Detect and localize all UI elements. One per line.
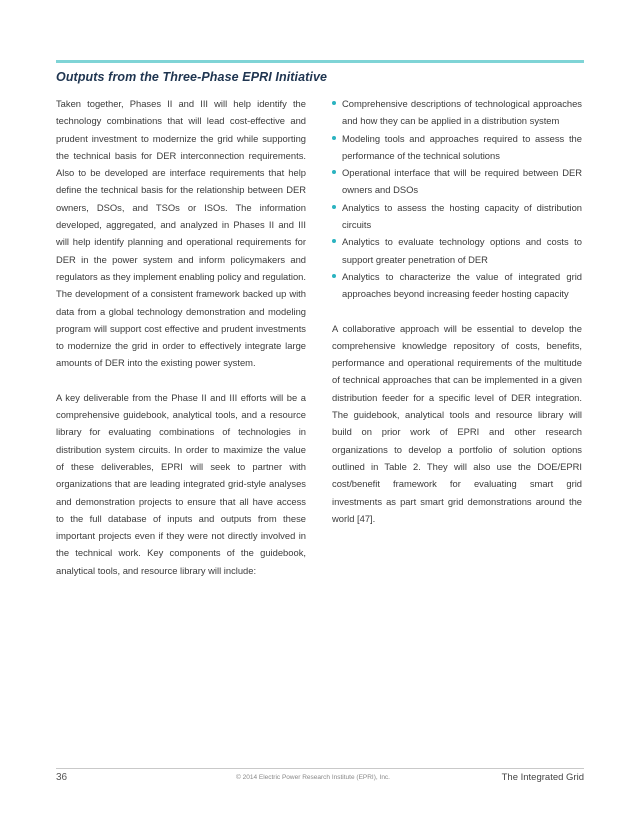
top-accent-rule xyxy=(56,60,584,63)
list-item xyxy=(332,233,582,268)
footer-rule xyxy=(56,768,584,769)
list-item xyxy=(332,268,582,303)
list-item xyxy=(332,199,582,234)
list-item-text: Analytics to assess the hosting capacity of distribution circuits xyxy=(342,201,582,231)
component-list xyxy=(332,95,582,303)
list-item-text: Analytics to evaluate technology options and costs to support greater penetration of DER xyxy=(342,236,582,265)
list-item xyxy=(332,95,582,130)
section-title: Outputs from the Three-Phase EPRI Initiative xyxy=(56,70,328,84)
body-paragraph: A key deliverable from the Phase II and III efforts will be a comprehensive guidebook, analytical tools, and a resource library for evaluating combinations of technologies in distribution system circuits. In order to maximize the value of these deliverables, EPRI will seek to partner with organizations that are leading integrated grid-style analyses and demonstration projects to ensure that all have access to the full database of inputs and outputs from these important projects even if they were not directly involved in the technical work. Key components of the guidebook, analytical tools, and resource library will include: xyxy=(56,391,306,576)
document-title: The Integrated Grid xyxy=(501,772,584,783)
copyright-notice: © 2014 Electric Power Research Institute (EPRI), Inc. xyxy=(236,774,390,781)
list-item-text: Comprehensive descriptions of technological approaches and how they can be applied in a distribution system xyxy=(342,98,582,127)
list-item-text: Modeling tools and approaches required to assess the performance of the technical solutions xyxy=(342,132,582,161)
bullet-icon xyxy=(332,205,336,209)
bullet-icon xyxy=(332,239,336,243)
bullet-icon xyxy=(332,101,336,105)
body-paragraph: Taken together, Phases II and III will help identify the technology combinations that will lead cost-effective and prudent investment to modernize the grid while supporting the technical basis for DER interconnection requirements. Also to be developed are interface requirements that help define the technical basis for the relationship between DER owners, DSOs, and TSOs or ISOs. The information developed, aggregated, and analyzed in Phases II and III will help identify planning and operational requirements for DER in the power system and inform policymakers and regulators as they implement enabling policy and regulation. The development of a consistent framework backed up with data from a global technology demonstration and modeling program will support cost effective and prudent investments to modernize the grid in order to effectively integrate large amounts of DER into the existing power system. xyxy=(56,98,306,369)
page-number: 36 xyxy=(56,772,68,783)
list-item xyxy=(332,130,582,165)
left-column xyxy=(56,95,306,596)
right-column xyxy=(332,95,582,544)
list-item xyxy=(332,164,582,199)
list-item-text: Operational interface that will be required between DER owners and DSOs xyxy=(342,167,582,196)
bullet-icon xyxy=(332,170,336,174)
list-item-text: Analytics to characterize the value of integrated grid approaches beyond increasing feeder hosting capacity xyxy=(342,270,582,300)
bullet-icon xyxy=(332,136,336,140)
body-paragraph: A collaborative approach will be essential to develop the comprehensive knowledge repository of costs, benefits, performance and operational requirements of the multitude of technical approaches that can be implemented in a given distribution feeder for a specific level of DER integration. The guidebook, analytical tools and resource library will build on prior work of EPRI and other research organizations to develop a portfolio of solution options outlined in Table 2. They will also use the DOE/EPRI cost/benefit framework for evaluating smart grid investments as part smart grid demonstrations around the world [47]. xyxy=(332,322,582,524)
bullet-icon xyxy=(332,274,336,278)
